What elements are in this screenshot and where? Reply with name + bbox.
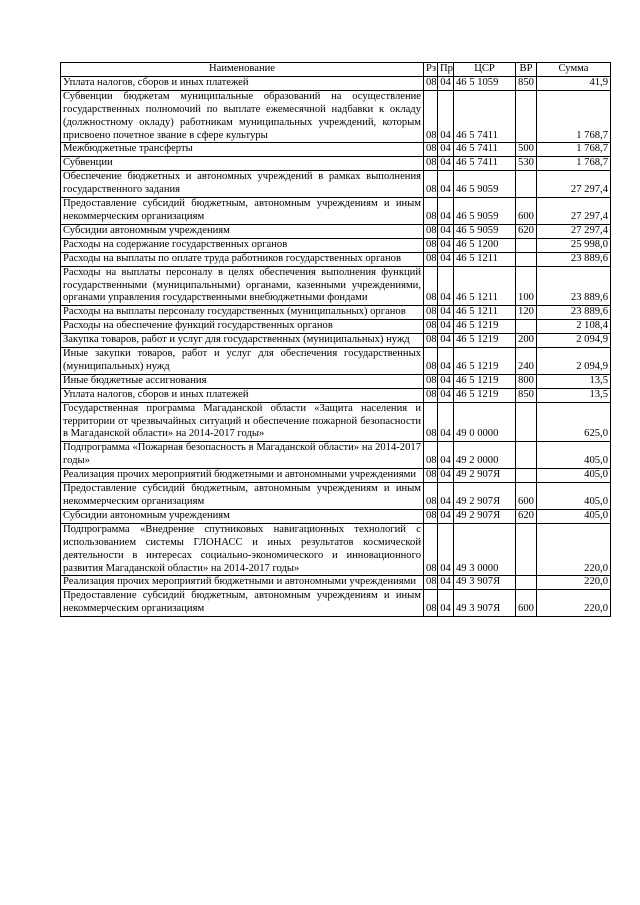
cell-csr: 46 5 1211 — [454, 306, 516, 320]
cell-name: Субсидии автономным учреждениям — [61, 224, 424, 238]
cell-pr: 04 — [438, 90, 454, 143]
cell-sum: 625,0 — [537, 402, 611, 442]
cell-name: Уплата налогов, сборов и иных платежей — [61, 388, 424, 402]
cell-rz: 08 — [424, 334, 438, 348]
cell-pr: 04 — [438, 320, 454, 334]
table-row — [61, 143, 611, 157]
table-row — [61, 523, 611, 576]
cell-csr: 46 5 1059 — [454, 76, 516, 90]
cell-name: Предоставление субсидий бюджетным, автономным учреждениям и иным некоммерческим организациям — [61, 198, 424, 225]
cell-vr: 100 — [516, 266, 537, 306]
table-row — [61, 238, 611, 252]
cell-sum: 41,9 — [537, 76, 611, 90]
table-row — [61, 576, 611, 590]
cell-csr: 49 3 907Я — [454, 576, 516, 590]
table-row — [61, 442, 611, 469]
cell-csr: 46 5 9059 — [454, 224, 516, 238]
cell-sum: 405,0 — [537, 442, 611, 469]
cell-sum: 23 889,6 — [537, 252, 611, 266]
cell-pr: 04 — [438, 224, 454, 238]
cell-rz: 08 — [424, 266, 438, 306]
cell-vr — [516, 238, 537, 252]
header-name: Наименование — [61, 63, 424, 77]
cell-pr: 04 — [438, 266, 454, 306]
cell-vr: 850 — [516, 76, 537, 90]
cell-sum: 405,0 — [537, 509, 611, 523]
cell-csr: 46 5 1219 — [454, 348, 516, 375]
cell-pr: 04 — [438, 483, 454, 510]
cell-rz: 08 — [424, 238, 438, 252]
cell-vr — [516, 442, 537, 469]
table-row — [61, 320, 611, 334]
header-vr: ВР — [516, 63, 537, 77]
cell-name: Межбюджетные трансферты — [61, 143, 424, 157]
cell-sum: 2 094,9 — [537, 334, 611, 348]
cell-pr: 04 — [438, 348, 454, 375]
cell-csr: 46 5 9059 — [454, 171, 516, 198]
cell-vr — [516, 252, 537, 266]
cell-rz: 08 — [424, 157, 438, 171]
cell-rz: 08 — [424, 576, 438, 590]
cell-name: Обеспечение бюджетных и автономных учреждений в рамках выполнения государственного задания — [61, 171, 424, 198]
cell-name: Предоставление субсидий бюджетным, автономным учреждениям и иным некоммерческим организациям — [61, 590, 424, 617]
cell-pr: 04 — [438, 509, 454, 523]
cell-rz: 08 — [424, 198, 438, 225]
table-row — [61, 509, 611, 523]
cell-csr: 46 5 1211 — [454, 266, 516, 306]
cell-name: Уплата налогов, сборов и иных платежей — [61, 76, 424, 90]
cell-csr: 46 5 1219 — [454, 388, 516, 402]
cell-sum: 1 768,7 — [537, 143, 611, 157]
table-row — [61, 157, 611, 171]
cell-vr: 200 — [516, 334, 537, 348]
table-row — [61, 198, 611, 225]
cell-pr: 04 — [438, 590, 454, 617]
cell-vr — [516, 469, 537, 483]
header-csr: ЦСР — [454, 63, 516, 77]
cell-vr: 620 — [516, 509, 537, 523]
cell-name: Субвенции — [61, 157, 424, 171]
table-row — [61, 306, 611, 320]
cell-rz: 08 — [424, 388, 438, 402]
cell-rz: 08 — [424, 483, 438, 510]
table-row — [61, 348, 611, 375]
cell-sum: 25 998,0 — [537, 238, 611, 252]
cell-csr: 46 5 7411 — [454, 143, 516, 157]
table-row — [61, 483, 611, 510]
cell-rz: 08 — [424, 306, 438, 320]
table-row — [61, 334, 611, 348]
cell-csr: 49 2 907Я — [454, 469, 516, 483]
cell-vr — [516, 320, 537, 334]
cell-pr: 04 — [438, 576, 454, 590]
cell-pr: 04 — [438, 402, 454, 442]
cell-name: Иные закупки товаров, работ и услуг для обеспечения государственных (муниципальных) нужд — [61, 348, 424, 375]
cell-sum: 23 889,6 — [537, 306, 611, 320]
cell-csr: 49 3 907Я — [454, 590, 516, 617]
cell-vr: 600 — [516, 198, 537, 225]
cell-rz: 08 — [424, 402, 438, 442]
cell-name: Расходы на выплаты персоналу государственных (муниципальных) органов — [61, 306, 424, 320]
cell-name: Подпрограмма «Внедрение спутниковых навигационных технологий с использованием системы ГЛОНАСС и иных результатов космической деятельности в интересах социально-экономического и инновационного развития Магаданской области» на 2014-2017 годы» — [61, 523, 424, 576]
cell-rz: 08 — [424, 320, 438, 334]
cell-vr — [516, 523, 537, 576]
cell-rz: 08 — [424, 171, 438, 198]
cell-pr: 04 — [438, 238, 454, 252]
cell-sum: 1 768,7 — [537, 157, 611, 171]
cell-pr: 04 — [438, 374, 454, 388]
cell-csr: 46 5 1219 — [454, 320, 516, 334]
table-row — [61, 76, 611, 90]
cell-name: Реализация прочих мероприятий бюджетными и автономными учреждениями — [61, 469, 424, 483]
cell-rz: 08 — [424, 523, 438, 576]
cell-sum: 2 108,4 — [537, 320, 611, 334]
cell-vr: 620 — [516, 224, 537, 238]
cell-name: Предоставление субсидий бюджетным, автономным учреждениям и иным некоммерческим организациям — [61, 483, 424, 510]
table-row — [61, 266, 611, 306]
cell-name: Подпрограмма «Пожарная безопасность в Магаданской области» на 2014-2017 годы» — [61, 442, 424, 469]
cell-sum: 27 297,4 — [537, 171, 611, 198]
cell-csr: 49 2 907Я — [454, 483, 516, 510]
cell-sum: 13,5 — [537, 388, 611, 402]
cell-vr: 800 — [516, 374, 537, 388]
cell-sum: 220,0 — [537, 590, 611, 617]
cell-csr: 49 0 0000 — [454, 402, 516, 442]
table-row — [61, 469, 611, 483]
cell-rz: 08 — [424, 252, 438, 266]
cell-rz: 08 — [424, 442, 438, 469]
cell-pr: 04 — [438, 76, 454, 90]
cell-name: Реализация прочих мероприятий бюджетными и автономными учреждениями — [61, 576, 424, 590]
cell-name: Закупка товаров, работ и услуг для государственных (муниципальных) нужд — [61, 334, 424, 348]
cell-csr: 49 3 0000 — [454, 523, 516, 576]
cell-pr: 04 — [438, 143, 454, 157]
cell-vr: 530 — [516, 157, 537, 171]
table-row — [61, 402, 611, 442]
table-row — [61, 590, 611, 617]
budget-table — [60, 62, 611, 617]
cell-name: Расходы на обеспечение функций государственных органов — [61, 320, 424, 334]
table-body — [61, 76, 611, 616]
cell-vr — [516, 402, 537, 442]
cell-sum: 405,0 — [537, 483, 611, 510]
table-row — [61, 171, 611, 198]
table-row — [61, 388, 611, 402]
cell-csr: 46 5 1200 — [454, 238, 516, 252]
header-sum: Сумма — [537, 63, 611, 77]
cell-csr: 46 5 1219 — [454, 374, 516, 388]
cell-sum: 405,0 — [537, 469, 611, 483]
cell-rz: 08 — [424, 374, 438, 388]
cell-pr: 04 — [438, 388, 454, 402]
cell-sum: 27 297,4 — [537, 198, 611, 225]
cell-vr — [516, 171, 537, 198]
cell-sum: 13,5 — [537, 374, 611, 388]
cell-pr: 04 — [438, 252, 454, 266]
cell-rz: 08 — [424, 90, 438, 143]
cell-sum: 27 297,4 — [537, 224, 611, 238]
cell-name: Государственная программа Магаданской области «Защита населения и территории от чрезвычайных ситуаций и обеспечение пожарной безопасности в Магаданской области» на 2014-2017 годы» — [61, 402, 424, 442]
cell-pr: 04 — [438, 198, 454, 225]
table-row — [61, 224, 611, 238]
cell-vr: 600 — [516, 483, 537, 510]
cell-sum: 2 094,9 — [537, 348, 611, 375]
cell-sum: 1 768,7 — [537, 90, 611, 143]
cell-csr: 46 5 1219 — [454, 334, 516, 348]
cell-vr: 600 — [516, 590, 537, 617]
cell-name: Расходы на выплаты по оплате труда работников государственных органов — [61, 252, 424, 266]
cell-rz: 08 — [424, 224, 438, 238]
cell-vr: 240 — [516, 348, 537, 375]
cell-rz: 08 — [424, 590, 438, 617]
cell-vr: 120 — [516, 306, 537, 320]
cell-csr: 46 5 9059 — [454, 198, 516, 225]
cell-name: Расходы на содержание государственных органов — [61, 238, 424, 252]
table-header-row — [61, 63, 611, 77]
cell-csr: 46 5 1211 — [454, 252, 516, 266]
cell-vr: 850 — [516, 388, 537, 402]
table-row — [61, 90, 611, 143]
table-row — [61, 252, 611, 266]
document-page — [60, 62, 610, 617]
cell-name: Субсидии автономным учреждениям — [61, 509, 424, 523]
cell-pr: 04 — [438, 523, 454, 576]
cell-vr — [516, 576, 537, 590]
cell-sum: 220,0 — [537, 523, 611, 576]
cell-csr: 46 5 7411 — [454, 157, 516, 171]
cell-pr: 04 — [438, 334, 454, 348]
cell-vr — [516, 90, 537, 143]
cell-vr: 500 — [516, 143, 537, 157]
cell-rz: 08 — [424, 469, 438, 483]
header-pr: Пр — [438, 63, 454, 77]
cell-csr: 49 2 0000 — [454, 442, 516, 469]
table-row — [61, 374, 611, 388]
cell-csr: 49 2 907Я — [454, 509, 516, 523]
cell-name: Субвенции бюджетам муниципальные образований на осуществление государственных полномочий по выплате ежемесячной надбавки к окладу (должностному окладу) работникам муниципальных учреждений, которым присвоено почетное звание в сфере культуры — [61, 90, 424, 143]
cell-pr: 04 — [438, 306, 454, 320]
cell-pr: 04 — [438, 171, 454, 198]
cell-name: Иные бюджетные ассигнования — [61, 374, 424, 388]
cell-rz: 08 — [424, 143, 438, 157]
cell-rz: 08 — [424, 509, 438, 523]
cell-pr: 04 — [438, 469, 454, 483]
cell-rz: 08 — [424, 76, 438, 90]
header-rz: Рз — [424, 63, 438, 77]
cell-pr: 04 — [438, 157, 454, 171]
cell-sum: 23 889,6 — [537, 266, 611, 306]
cell-csr: 46 5 7411 — [454, 90, 516, 143]
cell-name: Расходы на выплаты персоналу в целях обеспечения выполнения функций государственными (муниципальными) органами, казенными учреждениями, органами управления государственными внебюджетными фондами — [61, 266, 424, 306]
cell-pr: 04 — [438, 442, 454, 469]
cell-sum: 220,0 — [537, 576, 611, 590]
cell-rz: 08 — [424, 348, 438, 375]
